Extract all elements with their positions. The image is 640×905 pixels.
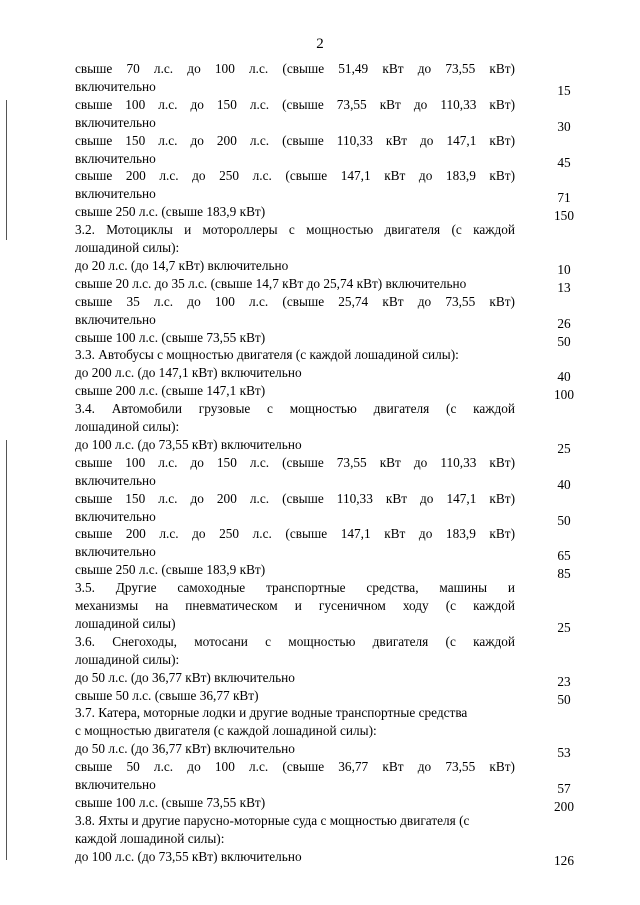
rate-value: 57 — [557, 781, 571, 796]
text-line: включительно — [75, 78, 156, 94]
rate-value: 25 — [557, 619, 571, 635]
rate-value: 45 — [557, 154, 571, 170]
rate-value: 40 — [557, 369, 571, 385]
margin-line — [6, 440, 7, 860]
text-line: свыше 150 л.с. до 200 л.с. (свыше 110,33 кВт до 147,1 кВт) — [75, 490, 515, 506]
rate-value: 50 — [557, 691, 571, 707]
section-heading: 3.8. Яхты и другие парусно-моторные суда с мощностью двигателя (с — [75, 812, 470, 828]
text-line: свыше 200 л.с. (свыше 147,1 кВт) — [75, 383, 266, 399]
text-line: включительно — [75, 311, 156, 327]
text-line: лошадиной силы) — [75, 615, 176, 631]
rate-value: 85 — [557, 566, 571, 582]
rate-value: 10 — [557, 261, 571, 277]
text-line: свыше 200 л.с. до 250 л.с. (свыше 147,1 кВт до 183,9 кВт) — [75, 168, 515, 184]
page-number: 2 — [316, 36, 324, 52]
section-heading: 3.6. Снегоходы, мотосани с мощностью двигателя (с каждой — [75, 633, 515, 649]
section-heading: 3.2. Мотоциклы и мотороллеры с мощностью двигателя (с каждой — [75, 222, 515, 238]
text-line: до 20 л.с. (до 14,7 кВт) включительно — [75, 257, 289, 273]
text-line: свыше 50 л.с. до 100 л.с. (свыше 36,77 кВт до 73,55 кВт) — [75, 759, 515, 775]
section-heading: 3.5. Другие самоходные транспортные средства, машины и — [75, 580, 515, 596]
text-line: лошадиной силы): — [75, 240, 180, 255]
text-line: свыше 35 л.с. до 100 л.с. (свыше 25,74 кВт до 73,55 кВт) — [75, 293, 515, 309]
text-line: свыше 200 л.с. до 250 л.с. (свыше 147,1 кВт до 183,9 кВт) — [75, 526, 515, 542]
text-line: до 200 л.с. (до 147,1 кВт) включительно — [75, 365, 302, 381]
text-line: лошадиной силы): — [75, 651, 180, 667]
rate-value: 15 — [557, 82, 571, 98]
rate-value: 50 — [557, 512, 571, 528]
rate-value: 30 — [557, 118, 571, 134]
text-line: свыше 20 л.с. до 35 л.с. (свыше 14,7 кВт до 25,74 кВт) включительно — [75, 275, 467, 291]
rate-value: 13 — [557, 279, 571, 295]
text-line: свыше 100 л.с. (свыше 73,55 кВт) — [75, 794, 266, 810]
section-heading: 3.4. Автомобили грузовые с мощностью двигателя (с каждой — [75, 401, 515, 417]
rate-value: 71 — [557, 190, 571, 206]
text-line: включительно — [75, 114, 156, 130]
rate-value: 100 — [554, 387, 574, 403]
text-line: включительно — [75, 150, 156, 166]
text-line: механизмы на пневматическом и гусеничном ходу (с каждой — [75, 598, 515, 613]
text-line: свыше 50 л.с. (свыше 36,77 кВт) — [75, 687, 259, 703]
rate-value: 65 — [557, 548, 571, 564]
rate-value: 50 — [557, 333, 571, 349]
text-line: до 50 л.с. (до 36,77 кВт) включительно — [75, 669, 295, 685]
rate-value: 200 — [554, 798, 574, 814]
text-line: до 100 л.с. (до 73,55 кВт) включительно — [75, 848, 302, 864]
text-line: свыше 150 л.с. до 200 л.с. (свыше 110,33 кВт до 147,1 кВт) — [75, 132, 515, 148]
text-line: каждой лошадиной силы): — [75, 830, 225, 846]
text-line: свыше 100 л.с. до 150 л.с. (свыше 73,55 кВт до 110,33 кВт) — [75, 96, 515, 112]
text-line: до 100 л.с. (до 73,55 кВт) включительно — [75, 436, 302, 452]
rate-value: 26 — [557, 315, 571, 331]
rate-value: 40 — [557, 476, 571, 492]
text-line: включительно — [75, 508, 156, 524]
rate-value: 25 — [557, 440, 571, 456]
section-heading: 3.7. Катера, моторные лодки и другие водные транспортные средства — [75, 705, 468, 721]
text-line: свыше 100 л.с. до 150 л.с. (свыше 73,55 кВт до 110,33 кВт) — [75, 454, 515, 470]
text-line: до 50 л.с. (до 36,77 кВт) включительно — [75, 741, 295, 757]
text-line: свыше 100 л.с. (свыше 73,55 кВт) — [75, 329, 266, 345]
rate-value: 126 — [554, 852, 574, 868]
text-line: лошадиной силы): — [75, 419, 180, 434]
text-line: включительно — [75, 186, 156, 202]
text-line: свыше 250 л.с. (свыше 183,9 кВт) — [75, 204, 266, 220]
section-heading: 3.3. Автобусы с мощностью двигателя (с каждой лошадиной силы): — [75, 347, 459, 363]
rate-value: 53 — [557, 745, 571, 761]
text-line: свыше 250 л.с. (свыше 183,9 кВт) — [75, 562, 266, 578]
margin-line — [6, 100, 7, 240]
text-line: свыше 70 л.с. до 100 л.с. (свыше 51,49 кВт до 73,55 кВт) — [75, 61, 515, 76]
text-line: включительно — [75, 777, 156, 792]
text-line: включительно — [75, 472, 156, 488]
text-line: с мощностью двигателя (с каждой лошадиной силы): — [75, 723, 377, 739]
rate-value: 150 — [554, 208, 574, 224]
rate-value: 23 — [557, 673, 571, 689]
text-line: включительно — [75, 544, 156, 560]
